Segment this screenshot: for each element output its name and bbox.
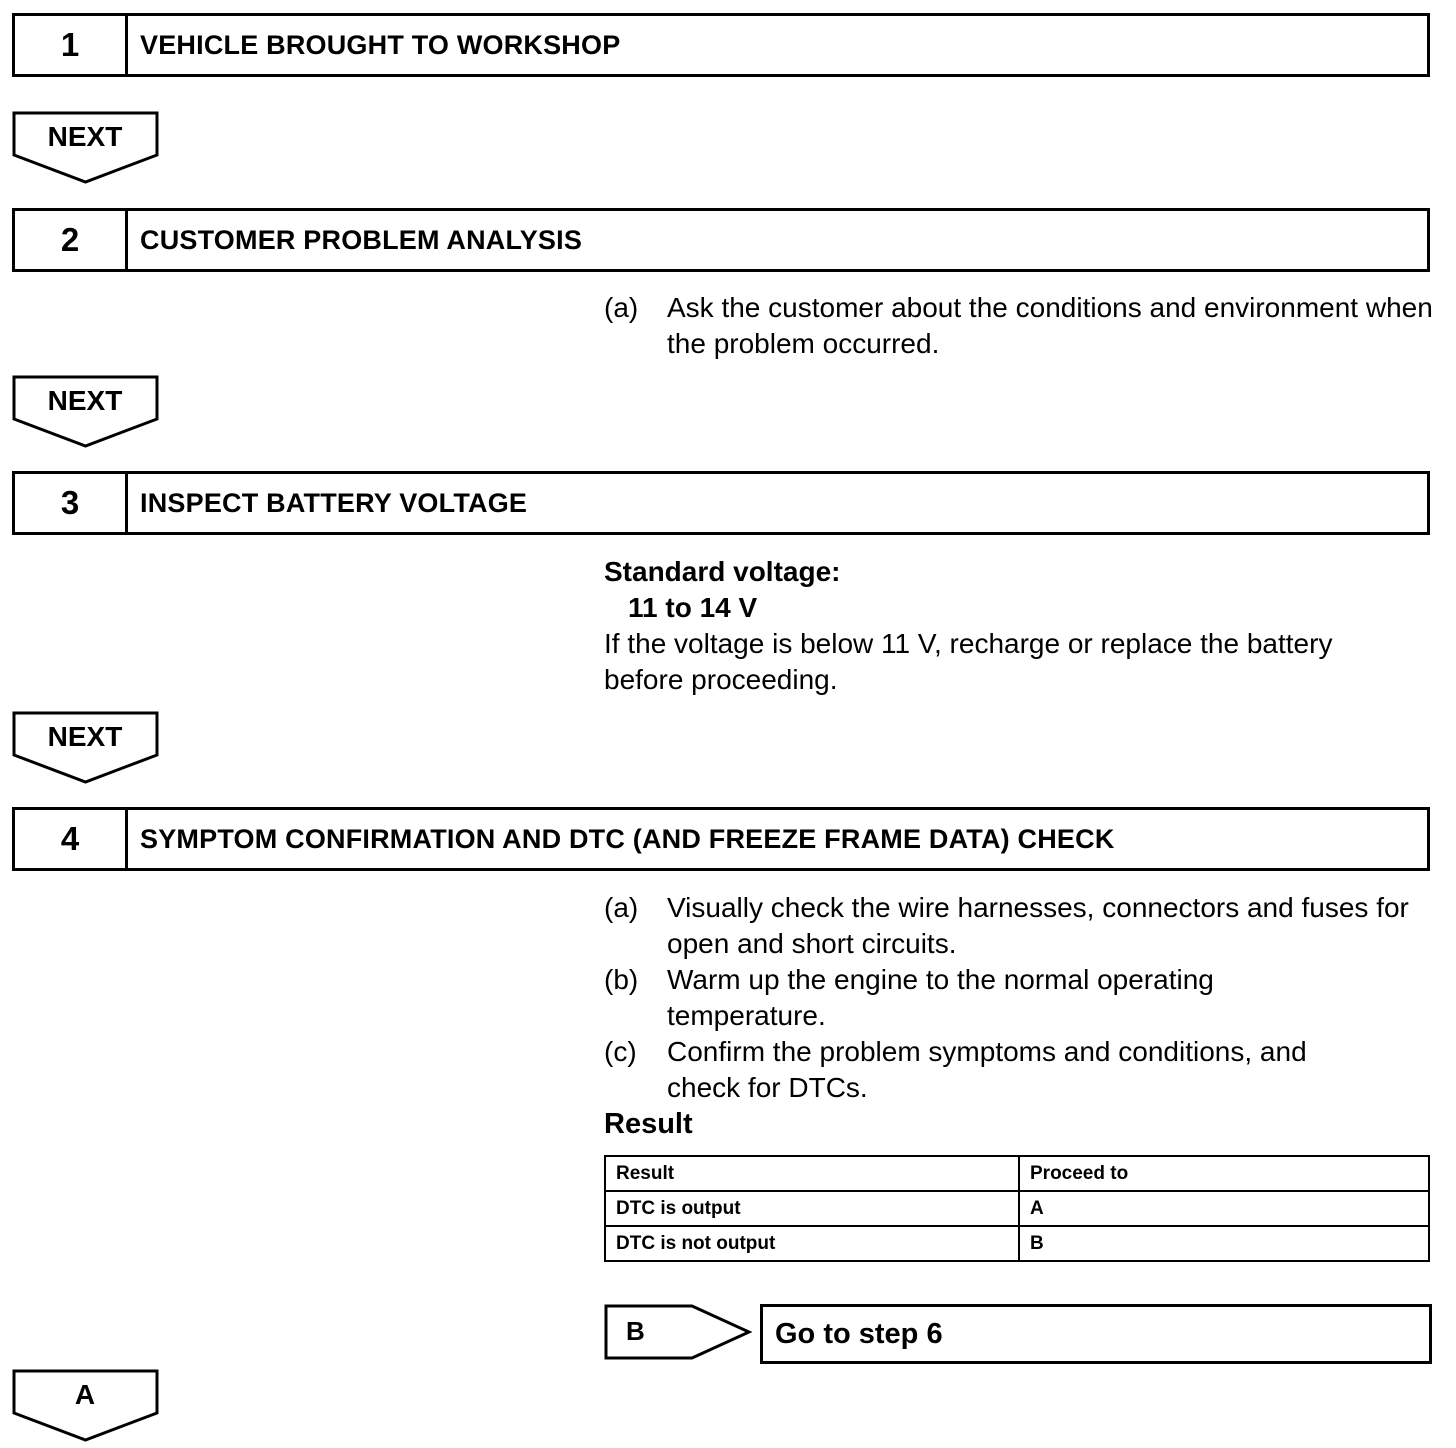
item-mark: (a) xyxy=(604,892,639,923)
step-title: INSPECT BATTERY VOLTAGE xyxy=(140,487,528,518)
step-2-content xyxy=(604,290,1434,362)
item-mark: (b) xyxy=(604,964,639,995)
instruction-item xyxy=(604,290,1434,362)
step-3-header xyxy=(12,471,1430,535)
instruction-item xyxy=(604,890,1434,962)
step-number: 1 xyxy=(15,16,128,74)
instruction-item xyxy=(604,1034,1434,1106)
step-4-content xyxy=(604,890,1434,1142)
step-3-content xyxy=(604,554,1404,698)
step-number: 3 xyxy=(15,474,128,532)
branch-a-arrow xyxy=(12,1369,160,1443)
table-header-cell: Result xyxy=(605,1156,1019,1191)
next-label: NEXT xyxy=(47,121,123,152)
step-title: VEHICLE BROUGHT TO WORKSHOP xyxy=(140,29,621,60)
goto-step-box: Go to step 6 xyxy=(760,1304,1432,1364)
result-table xyxy=(604,1155,1430,1262)
step-4-header xyxy=(12,807,1430,871)
branch-label: A xyxy=(74,1379,96,1410)
instruction-item xyxy=(604,962,1434,1034)
step-number: 4 xyxy=(15,810,128,868)
table-cell: DTC is output xyxy=(605,1191,1019,1226)
standard-voltage-value: 11 to 14 V xyxy=(628,592,758,623)
item-text: Warm up the engine to the normal operating temperature. xyxy=(667,964,1214,1031)
table-cell: B xyxy=(1019,1226,1429,1261)
step-title: SYMPTOM CONFIRMATION AND DTC (AND FREEZE FRAME DATA) CHECK xyxy=(140,823,1115,854)
step-2-header xyxy=(12,208,1430,272)
item-text: Ask the customer about the conditions and environment when the problem occurred. xyxy=(667,292,1433,359)
step-title: CUSTOMER PROBLEM ANALYSIS xyxy=(140,224,583,255)
branch-b-arrow xyxy=(604,1304,752,1360)
table-row xyxy=(605,1191,1429,1226)
next-arrow xyxy=(12,111,160,185)
item-mark: (c) xyxy=(604,1036,637,1067)
table-header-row xyxy=(605,1156,1429,1191)
table-header-cell: Proceed to xyxy=(1019,1156,1429,1191)
item-mark: (a) xyxy=(604,292,639,323)
step-number: 2 xyxy=(15,211,128,269)
next-arrow xyxy=(12,711,160,785)
result-heading: Result xyxy=(604,1108,693,1140)
table-cell: A xyxy=(1019,1191,1429,1226)
standard-voltage-label: Standard voltage: xyxy=(604,556,841,587)
table-row xyxy=(605,1226,1429,1261)
next-label: NEXT xyxy=(47,385,123,416)
next-label: NEXT xyxy=(47,721,123,752)
item-text: Visually check the wire harnesses, connectors and fuses for open and short circuits. xyxy=(667,892,1409,959)
branch-label: B xyxy=(626,1316,645,1346)
battery-note: If the voltage is below 11 V, recharge or replace the battery before proceeding. xyxy=(604,628,1333,695)
step-1-header xyxy=(12,13,1430,77)
next-arrow xyxy=(12,375,160,449)
item-text: Confirm the problem symptoms and conditions, and check for DTCs. xyxy=(667,1036,1307,1103)
table-cell: DTC is not output xyxy=(605,1226,1019,1261)
